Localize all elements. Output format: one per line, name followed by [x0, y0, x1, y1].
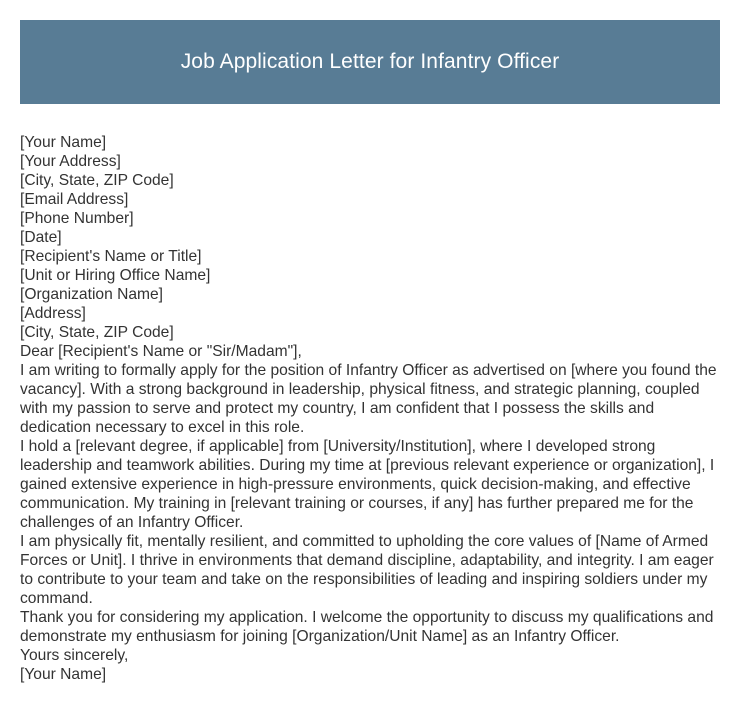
salutation: Dear [Recipient's Name or "Sir/Madam"],: [20, 343, 302, 360]
paragraph-intro: I am writing to formally apply for the position of Infantry Officer as advertised on [where you found the vacancy]. With a strong background in leadership, physical fitness, and strategic planning, coupled with my passion to serve and protect my country, I am confident that I possess the skills and dedication necessary to excel in this role.: [20, 362, 717, 436]
sender-address: [Your Address]: [20, 153, 121, 170]
recipient-organization: [Organization Name]: [20, 286, 164, 303]
closing-phrase: Yours sincerely,: [20, 647, 129, 664]
paragraph-qualities: I am physically fit, mentally resilient, and committed to upholding the core values of [Name of Armed Forces or Unit]. I thrive in environments that demand discipline, adaptability, and integrity. I am eager to contribute to your team and take on the responsibilities of leading and inspiring soldiers under my command.: [20, 533, 714, 607]
paragraph-education: I hold a [relevant degree, if applicable] from [University/Institution], where I developed strong leadership and teamwork abilities. During my time at [previous relevant experience or organization], I gained extensive experience in high-pressure environments, quick decision-making, and effective communication. My training in [relevant training or courses, if any] has further prepared me for the challenges of an Infantry Officer.: [20, 438, 715, 531]
sender-phone: [Phone Number]: [20, 210, 134, 227]
sender-email: [Email Address]: [20, 191, 129, 208]
letter-date: [Date]: [20, 229, 62, 246]
recipient-name: [Recipient's Name or Title]: [20, 248, 202, 265]
recipient-city-state-zip: [City, State, ZIP Code]: [20, 324, 174, 341]
paragraph-closing: Thank you for considering my application. I welcome the opportunity to discuss my qualifications and demonstrate my enthusiasm for joining [Organization/Unit Name] as an Infantry Officer.: [20, 609, 714, 645]
recipient-address: [Address]: [20, 305, 86, 322]
recipient-unit: [Unit or Hiring Office Name]: [20, 267, 211, 284]
sender-city-state-zip: [City, State, ZIP Code]: [20, 172, 174, 189]
sender-name: [Your Name]: [20, 134, 107, 151]
signature: [Your Name]: [20, 666, 107, 683]
page-title: Job Application Letter for Infantry Officer: [180, 50, 560, 73]
letter-body: [20, 133, 722, 684]
title-banner: [20, 20, 720, 104]
